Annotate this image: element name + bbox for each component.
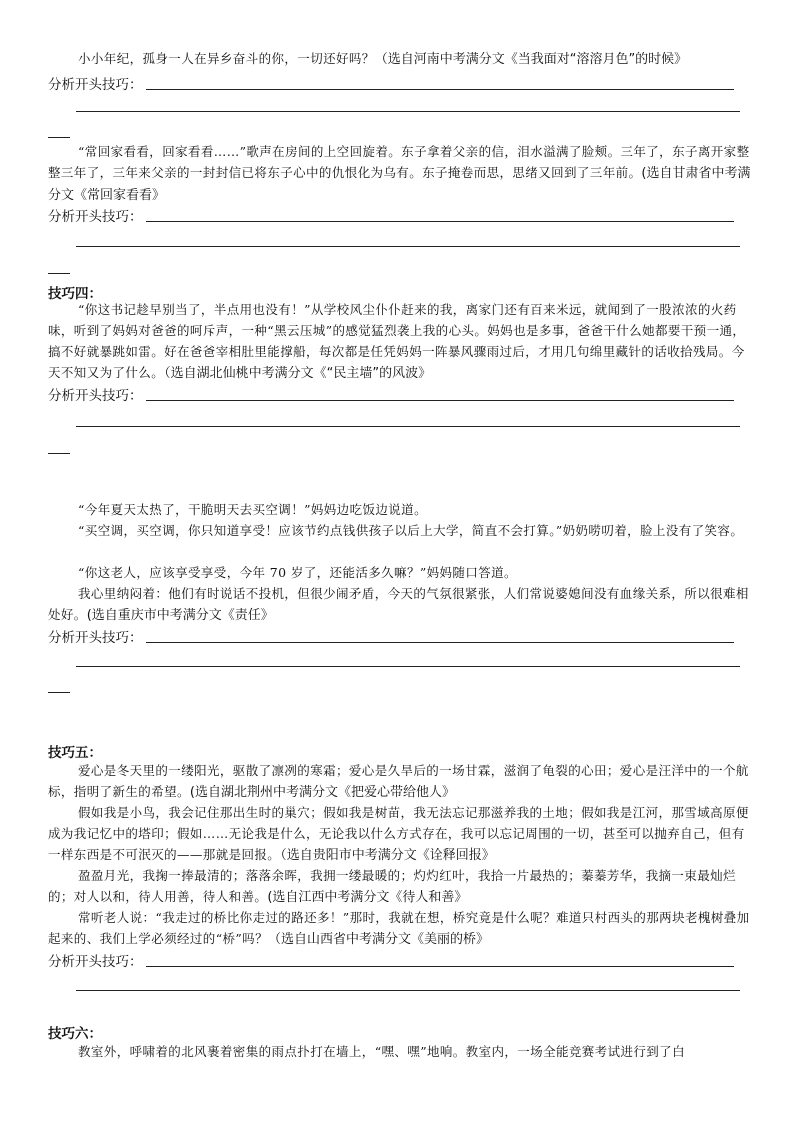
dialogue-line: “今年夏天太热了，干脆明天去买空调！”妈妈边吃饭边说道。 [78,502,427,517]
excerpt-paragraph: 教室外，呼啸着的北风裹着密集的雨点扑打在墙上，“嘿、嘿”地响。教室内，一场全能竞赛考试进行到了白 [78,1044,685,1059]
analysis-line [48,626,748,646]
source-citation: （选自湖北仙桃中考满分文《“民主墙”的风波》 [164,366,432,381]
excerpt-paragraph: “常回家看看，回家看看……”歌声在房间的上空回旋着。东子拿着父亲的信，泪水溢满了脸颊。三年了，东子离开家整整三年了，三年来父亲的一封封信已将东子心中的仇恨化为乌有。东子掩卷而思，思绪又回到了三年前。(选自甘肃省中考满分文《常回家看看》 [48,144,751,203]
analysis-label: 分析开头技巧： [48,630,143,646]
answer-underline[interactable] [146,400,734,401]
answer-blank-line[interactable] [76,111,740,112]
analysis-label: 分析开头技巧： [48,954,143,970]
source-citation: (选自甘肃省中考满分文《常回家看看》 [48,166,751,203]
short-dash [48,453,70,454]
analysis-line [48,205,748,225]
source-citation: (选自重庆市中考满分文《责任》 [86,608,274,623]
answer-blank-line[interactable] [76,426,740,427]
analysis-label: 分析开头技巧： [48,388,143,404]
answer-underline[interactable] [146,89,734,90]
answer-underline[interactable] [146,221,734,222]
analysis-line [48,73,748,93]
analysis-line [48,950,748,970]
source-citation: （选自贵阳市中考满分文《诠释回报》 [280,848,495,863]
source-citation: （选自山西省中考满分文《美丽的桥》 [267,932,489,947]
source-citation: (选自江西中考满分文《待人和善》 [267,890,468,905]
short-dash [48,692,70,693]
excerpt-paragraph: 盈盈月光，我掬一捧最清的；落落余晖，我拥一缕最暖的；灼灼红叶，我拾一片最热的；蓁蓁芳华，我摘一束最灿烂的；对人以和，待人用善，待人和善。(选自江西中考满分文《待人和善》 [48,868,736,905]
analysis-label: 分析开头技巧： [48,209,143,225]
technique-heading: 技巧四： [48,286,102,302]
analysis-label: 分析开头技巧： [48,77,143,93]
short-dash [48,137,70,138]
source-citation: （选自河南中考满分文《当我面对“溶溶月色”的时候》 [374,52,688,67]
answer-blank-line[interactable] [76,666,740,667]
source-citation: (选自湖北荆州中考满分文《把爱心带给他人》 [189,785,455,800]
excerpt-paragraph: 爱心是冬天里的一缕阳光，驱散了凛冽的寒霜；爱心是久旱后的一场甘霖，滋润了龟裂的心田；爱心是汪洋中的一个航标，指明了新生的希望。(选自湖北荆州中考满分文《把爱心带给他人》 [48,763,749,800]
dialogue-line: “买空调，买空调，你只知道享受！应该节约点钱供孩子以后上大学，简直不会打算。”奶奶唠叨着，脸上没有了笑容。 [78,523,744,538]
answer-underline[interactable] [146,642,734,643]
excerpt-paragraph: 小小年纪，孤身一人在异乡奋斗的你，一切还好吗？（选自河南中考满分文《当我面对“溶溶月色”的时候》 [78,51,688,67]
answer-blank-line[interactable] [76,246,740,247]
answer-blank-line[interactable] [76,990,740,991]
technique-heading: 技巧六： [48,1026,102,1042]
excerpt-paragraph: 我心里纳闷着：他们有时说话不投机，但很少闹矛盾，今天的气氛很紧张，人们常说婆媳间没有血缘关系，所以很难相处好。(选自重庆市中考满分文《责任》 [48,586,749,623]
dialogue-line: “你这老人，应该享受享受，今年 70 岁了，还能活多久嘛？”妈妈随口答道。 [78,565,517,580]
short-dash [48,273,70,274]
technique-heading: 技巧五： [48,745,102,761]
excerpt-paragraph: “你这书记趁早别当了，半点用也没有！”从学校风尘仆仆赶来的我，离家门还有百来米远，就闻到了一股浓浓的火药味，听到了妈妈对爸爸的呵斥声，一种“黑云压城”的感觉猛烈袭上我的心头。妈妈也是多事，爸爸干什么她都要干预一通，搞不好就暴跳如雷。好在爸爸宰相肚里能撑船，每次都是任凭妈妈一阵暴风骤雨过后，才用几句绵里藏针的话收拾残局。今天不知又为了什么。（选自湖北仙桃中考满分文《“民主墙”的风波》 [48,302,746,381]
analysis-line [48,384,748,404]
answer-underline[interactable] [146,966,734,967]
excerpt-paragraph: 假如我是小鸟，我会记住那出生时的巢穴；假如我是树苗，我无法忘记那滋养我的土地；假如我是江河，那雪域高原便成为我记忆中的塔印；假如……无论我是什么，无论我以什么方式存在，我可以忘记周围的一切，甚至可以抛弃自己，但有一样东西是不可泯灭的——那就是回报。（选自贵阳市中考满分文《诠释回报》 [48,805,749,863]
excerpt-paragraph: 常听老人说：“我走过的桥比你走过的路还多！”那时，我就在想，桥究竟是什么呢？难道只村西头的那两块老槐树叠加起来的、我们上学必须经过的“桥”吗？（选自山西省中考满分文《美丽的桥》 [48,910,750,947]
